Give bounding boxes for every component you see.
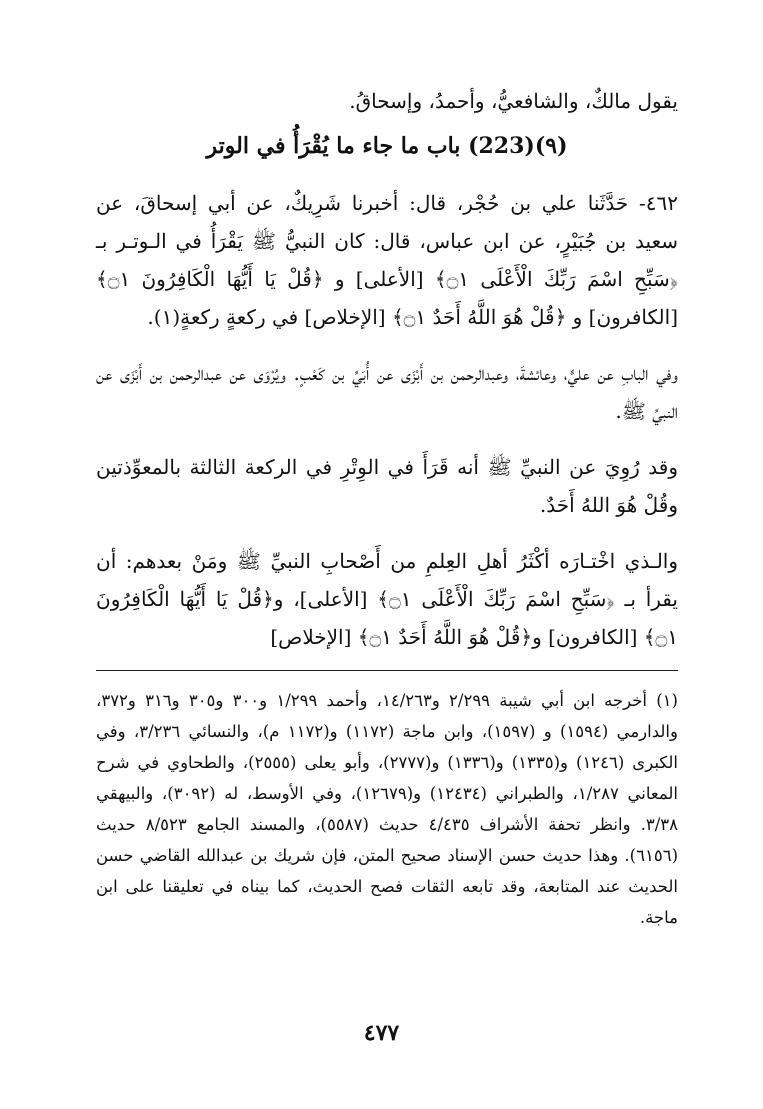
footnote-text: أخرجه ابن أبي شيبة ٢/٢٩٩ و١٤/٢٦٣، وأحمد ١/٢٩٩ و٣٠٠ و٣٠٥ و٣١٦ و٣٧٢، والدارمي (١٥٩٤) و (١٥٩٧)، وابن ماجة (١١٧٢) و(١١٧٢ م)، والنسائي ٣/٢٣٦، وفي الكبرى (١٢٤٦) و(١٣٣٥) و(١٣٣٦) و(٢٧٧٧)، وأبو يعلى (٢٥٥٥)، والطحاوي في شرح المعاني ١/٢٨٧، والطبراني (١٢٤٣٤) و(١٢٦٧٩)، وفي الأوسط، له (٣٠٩٢)، والبيهقي ٣/٣٨. وانظر تحفة الأشراف ٤/٤٣٥ حديث (٥٥٨٧)، والمسند الجامع ٨/٥٢٣ حديث (٦١٥٦). وهذا حديث حسن الإسناد صحيح المتن، فإن شريك بن عبدالله القاضي حسن الحديث عند المتابعة، وقد تابعه الثقات فصح الحديث، كما بيناه في تعليقنا على ابن ماجة. xyxy=(96,691,679,927)
bab-paragraph: وفي البابِ عن عليٍّ، وعائشةَ، وعبدالرحمن بن أَبْزَى عن أُبَيِّ بن كَعْبٍ. ويُرْوَى عن عبدالرحمن بن أَبْزَى عن النبيِّ ﷺ. xyxy=(96,361,678,423)
footnote-marker: (١) xyxy=(656,691,678,710)
page-number: ٤٧٧ xyxy=(363,1020,400,1046)
chapter-heading: (٩)(223) باب ما جاء ما يُقْرَأُ في الوتر xyxy=(206,133,568,159)
ruwiya-paragraph: وقد رُوِيَ عن النبيِّ ﷺ أنه قَرَأَ في الوِتْرِ في الركعة الثالثة بالمعوِّذتين وقُلْ هُوَ اللهُ أَحَدٌ. xyxy=(96,455,678,517)
footnote-1 xyxy=(96,685,678,933)
page-content xyxy=(96,82,678,933)
intro-line: يقول مالكٌ، والشافعيُّ، وأحمدُ، وإسحاقُ. xyxy=(349,89,678,113)
choice-paragraph: والـذي اخْتـارَه أكْثَرُ أهلِ العِلمِ من أَصْحابِ النبيِّ ﷺ ومَنْ بعدهم: أن يقرأ بـ ﴿سَبِّحِ اسْمَ رَبِّكَ الْأَعْلَى ۝١﴾ [الأعلى]، و﴿قُلْ يَا أَيُّهَا الْكَافِرُونَ ۝١﴾ [الكافرون] و﴿قُلْ هُوَ اللَّهُ أَحَدٌ ۝١﴾ [الإخلاص] xyxy=(96,549,678,649)
footnote-divider xyxy=(96,670,678,671)
hadith-462: ٤٦٢- حَدَّثَنا علي بن حُجْر، قال: أخبرنا شَرِيكٌ، عن أبي إسحاقَ، عن سعيد بن جُبَيْرٍ، عن ابن عباس، قال: كان النبيُّ ﷺ يَقْرَأُ في الـوتـر بـ ﴿سَبِّحِ اسْمَ رَبِّكَ الْأَعْلَى ۝١﴾ [الأعلى] و ﴿قُلْ يَا أَيُّهَا الْكَافِرُونَ ۝١﴾ [الكافرون] و ﴿قُلْ هُوَ اللَّهُ أَحَدٌ ۝١﴾ [الإخلاص] في ركعةٍ ركعةٍ(١). xyxy=(96,191,678,329)
